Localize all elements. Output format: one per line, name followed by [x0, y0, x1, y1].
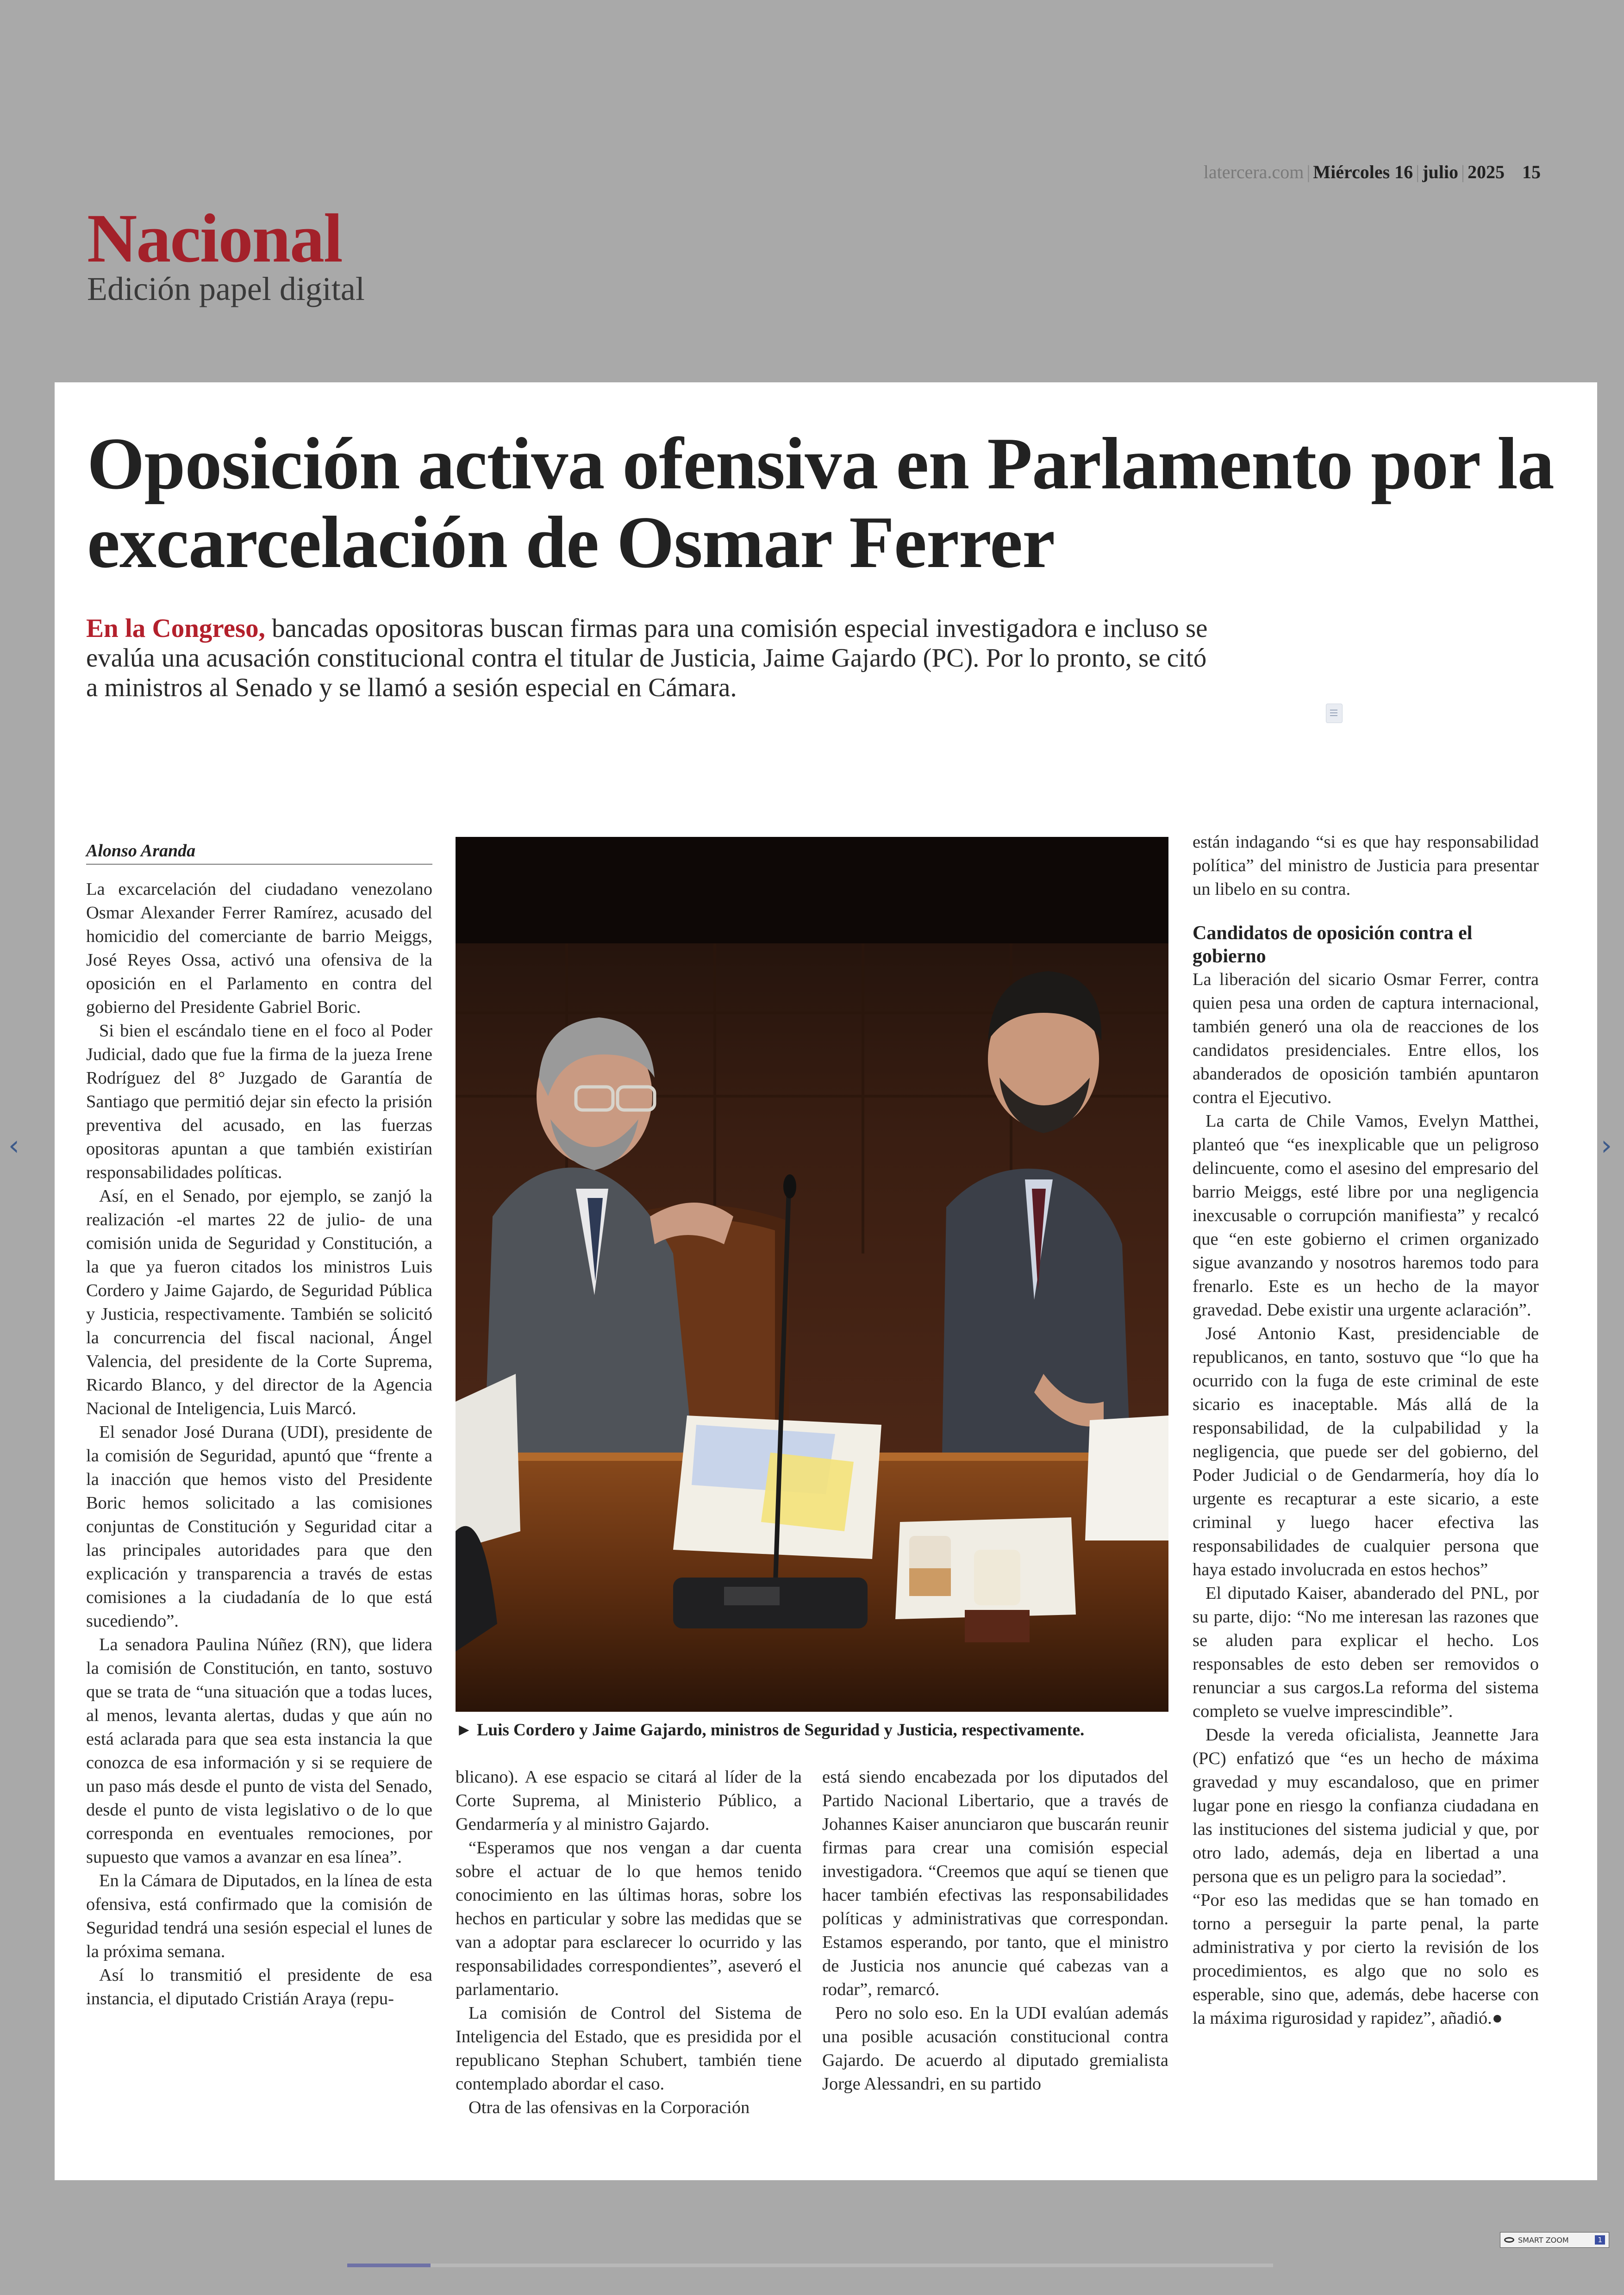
text-column-3 — [822, 1765, 1168, 2096]
section-title: Nacional — [87, 200, 342, 277]
paragraph: blicano). A ese espacio se citará al líder de la Corte Suprema, al Ministerio Público, a Gendarmería y al ministro Gajardo. — [456, 1767, 802, 1834]
paragraph: “Esperamos que nos vengan a dar cuenta sobre el actuar de lo que hemos tenido conocimiento en las últimas horas, sobre los hechos en particular y sobre las medidas que se van a adoptar para esclarecer lo ocurrido y las responsabilidades correspondientes”, aseveró el parlamentario. — [456, 1838, 802, 1999]
text-column-4 — [1193, 830, 1539, 2030]
deck-text: bancadas opositoras buscan firmas para una comisión especial investigadora e incluso se evalúa una acusación constitucional contra el titular de Justicia, Jaime Gajardo (PC). Por lo pronto, se citó a ministros al Senado y se llamó a sesión especial en Cámara. — [86, 614, 1208, 702]
page-number: 15 — [1522, 162, 1541, 182]
smart-zoom-label: SMART ZOOM — [1518, 2235, 1569, 2245]
reading-progress-track[interactable] — [347, 2264, 1273, 2267]
photo-caption: ► Luis Cordero y Jaime Gajardo, ministros de Seguridad y Justicia, respectivamente. — [456, 1721, 1085, 1740]
paragraph: está siendo encabezada por los diputados del Partido Nacional Libertario, que a través de Johannes Kaiser anunciaron que buscarán reunir firmas para crear una comisión especial investigadora. “Creemos que aquí se tienen que hacer también efectivas las responsabilidades políticas y administrativas que correspondan. Estamos esperando, por tanto, que el ministro de Justicia nos anuncie qué cabezas van a rodar”, remarcó. — [822, 1767, 1168, 1999]
paragraph: La comisión de Control del Sistema de Inteligencia del Estado, que es presidida por el republicano Stephan Schubert, también tiene contemplado abordar el caso. — [456, 2003, 802, 2094]
folio-line: latercera.com | Miércoles 16 | julio | 2025 15 — [1203, 162, 1541, 182]
paragraph: En la Cámara de Diputados, en la línea de esta ofensiva, está confirmado que la comisión de Seguridad tendrá una sesión especial el lunes de la próxima semana. — [86, 1871, 432, 1961]
subhead: Candidatos de oposición contra el gobierno — [1193, 923, 1473, 967]
paragraph: El diputado Kaiser, abanderado del PNL, por su parte, dijo: “No me interesan las razones que se aluden para explicar el hecho. Los responsables de esto deben ser removidos o renunciar a sus cargos.La reforma del sistema completo se vuelve imprescindible”. — [1193, 1584, 1539, 1721]
date-weekday-day: Miércoles 16 — [1313, 162, 1413, 182]
text-column-2 — [456, 1765, 802, 2120]
paragraph: La carta de Chile Vamos, Evelyn Matthei, planteó que “es inexplicable que un peligroso delincuente, como el asesino del empresario del barrio Meiggs, esté libre por una negligencia inexcusable o corrupción manifiesta” y recalcó que “en este gobierno el crimen organizado sigue avanzando y nosotros haremos todo para frenarlo. Este es un hecho de la mayor gravedad. Debe existir una urgente aclaración”. — [1193, 1111, 1539, 1320]
smart-zoom-page: 1 — [1595, 2235, 1605, 2245]
column-4-intro: están indagando “si es que hay responsabilidad política” del ministro de Justicia para presentar un libelo en su contra. — [1193, 832, 1539, 899]
text-column-1 — [86, 878, 432, 2011]
article-deck — [86, 614, 1216, 703]
paragraph: José Antonio Kast, presidenciable de republicanos, en tanto, sostuvo que “lo que ha ocurrido con la fuga de este criminal de este sicario es inaceptable. Más allá de la responsabilidad, de la culpabilidad y la negligencia, que puede ser del gobierno, del Poder Judicial o de Gendarmería, hoy día lo urgente es recapturar a este sicario, a este criminal y luego hacer efectiva las responsabilidades de cualquier persona que haya estado involucrada en estos hechos” — [1193, 1324, 1539, 1579]
paragraph: Así, en el Senado, por ejemplo, se zanjó la realización -el martes 22 de julio- de una comisión unida de Seguridad y Constitución, a la que ya fueron citados los ministros Luis Cordero y Jaime Gajardo, de Seguridad Pública y Justicia, respectivamente. También se solicitó la concurrencia del fiscal nacional, Ángel Valencia, del presidente de la Corte Suprema, Ricardo Blanco, y del director de la Agencia Nacional de Inteligencia, Luis Marcó. — [86, 1186, 432, 1418]
paragraph: La liberación del sicario Osmar Ferrer, contra quien pesa una orden de captura internacional, también generó una ola de reacciones de los candidatos presidenciales. Entre ellos, los abanderados de oposición también apuntaron contra el Ejecutivo. — [1193, 970, 1539, 1107]
paragraph: Otra de las ofensivas en la Corporación — [468, 2098, 750, 2117]
eye-icon — [1504, 2237, 1514, 2243]
paragraph: Si bien el escándalo tiene en el foco al Poder Judicial, dado que fue la firma de la jueza Irene Rodríguez del 8° Juzgado de Garantía de Santiago que permitió dejar sin efecto la prisión preventiva del acusado, en las fuerzas opositoras apuntan a que también existirían responsabilidades políticas. — [86, 1021, 432, 1182]
date-month: julio — [1422, 162, 1458, 182]
newspaper-page — [55, 382, 1597, 2180]
paragraph: La senadora Paulina Núñez (RN), que lidera la comisión de Constitución, en tanto, sostuvo que se trata de “una situación que a todas luces, al menos, levanta alertas, dudas y que aún no está aclarada para que sea esta instancia la que conozca de esa información y si se requiere de un paso más desde el punto de vista del Senado, desde el punto de vista legislativo o de lo que corresponda en eventuales remociones, por supuesto que vamos a avanzar en esa línea”. — [86, 1635, 432, 1867]
site-name: latercera.com — [1203, 162, 1304, 182]
edition-label: Edición papel digital — [87, 270, 365, 307]
date-year: 2025 — [1468, 162, 1505, 182]
note-icon[interactable] — [1326, 704, 1343, 723]
paragraph: Pero no solo eso. En la UDI evalúan además una posible acusación constitucional contra Gajardo. De acuerdo al diputado gremialista Jorge Alessandri, en su partido — [822, 2003, 1168, 2094]
byline: Alonso Aranda — [86, 839, 432, 865]
reading-progress-fill — [347, 2264, 431, 2267]
next-page-arrow[interactable]: › — [1601, 1129, 1612, 1162]
end-mark: ● — [1492, 2008, 1503, 2028]
article-headline: Oposición activa ofensiva en Parlamento por la excarcelación de Osmar Ferrer — [87, 422, 1554, 583]
column-4-body — [1193, 968, 1539, 2030]
previous-page-arrow[interactable]: ‹ — [8, 1129, 19, 1162]
paragraph: Así lo transmitió el presidente de esa instancia, el diputado Cristián Araya (repu- — [86, 1965, 432, 2008]
paragraph: Desde la vereda oficialista, Jeannette Jara (PC) enfatizó que “es un hecho de máxima gravedad y muy escandaloso, que en primer lugar pone en riesgo la confianza ciudadana en las instituciones del sistema judicial y que, por otro lado, además, deja en libertad a una persona que es un peligro para la sociedad”. — [1193, 1725, 1539, 1886]
paragraph: La excarcelación del ciudadano venezolano Osmar Alexander Ferrer Ramírez, acusado del homicidio del comerciante de barrio Meiggs, José Reyes Ossa, activó una ofensiva de la oposición en el Parlamento en contra del gobierno del Presidente Gabriel Boric. — [86, 879, 432, 1017]
paragraph: El senador José Durana (UDI), presidente de la comisión de Seguridad, apuntó que “frente a la inacción que hemos visto del Presidente Boric hemos solicitado a las comisiones conjuntas de Constitución y Seguridad citar a las principales autoridades para que den explicación y transparencia a través de estas comisiones a la ciudadanía de lo que está sucediendo”. — [86, 1422, 432, 1631]
paragraph: “Por eso las medidas que se han tomado en torno a perseguir la parte penal, la parte administrativa y por cierto la revisión de los procedimientos, es algo que no solo es esperable, sino que, además, debe hacerse con la máxima rigurosidad y rapidez”, añadió. — [1193, 1890, 1539, 2028]
smart-zoom-button[interactable] — [1500, 2232, 1609, 2248]
article-photo — [456, 837, 1168, 1712]
deck-lead: En la Congreso, — [86, 614, 265, 643]
